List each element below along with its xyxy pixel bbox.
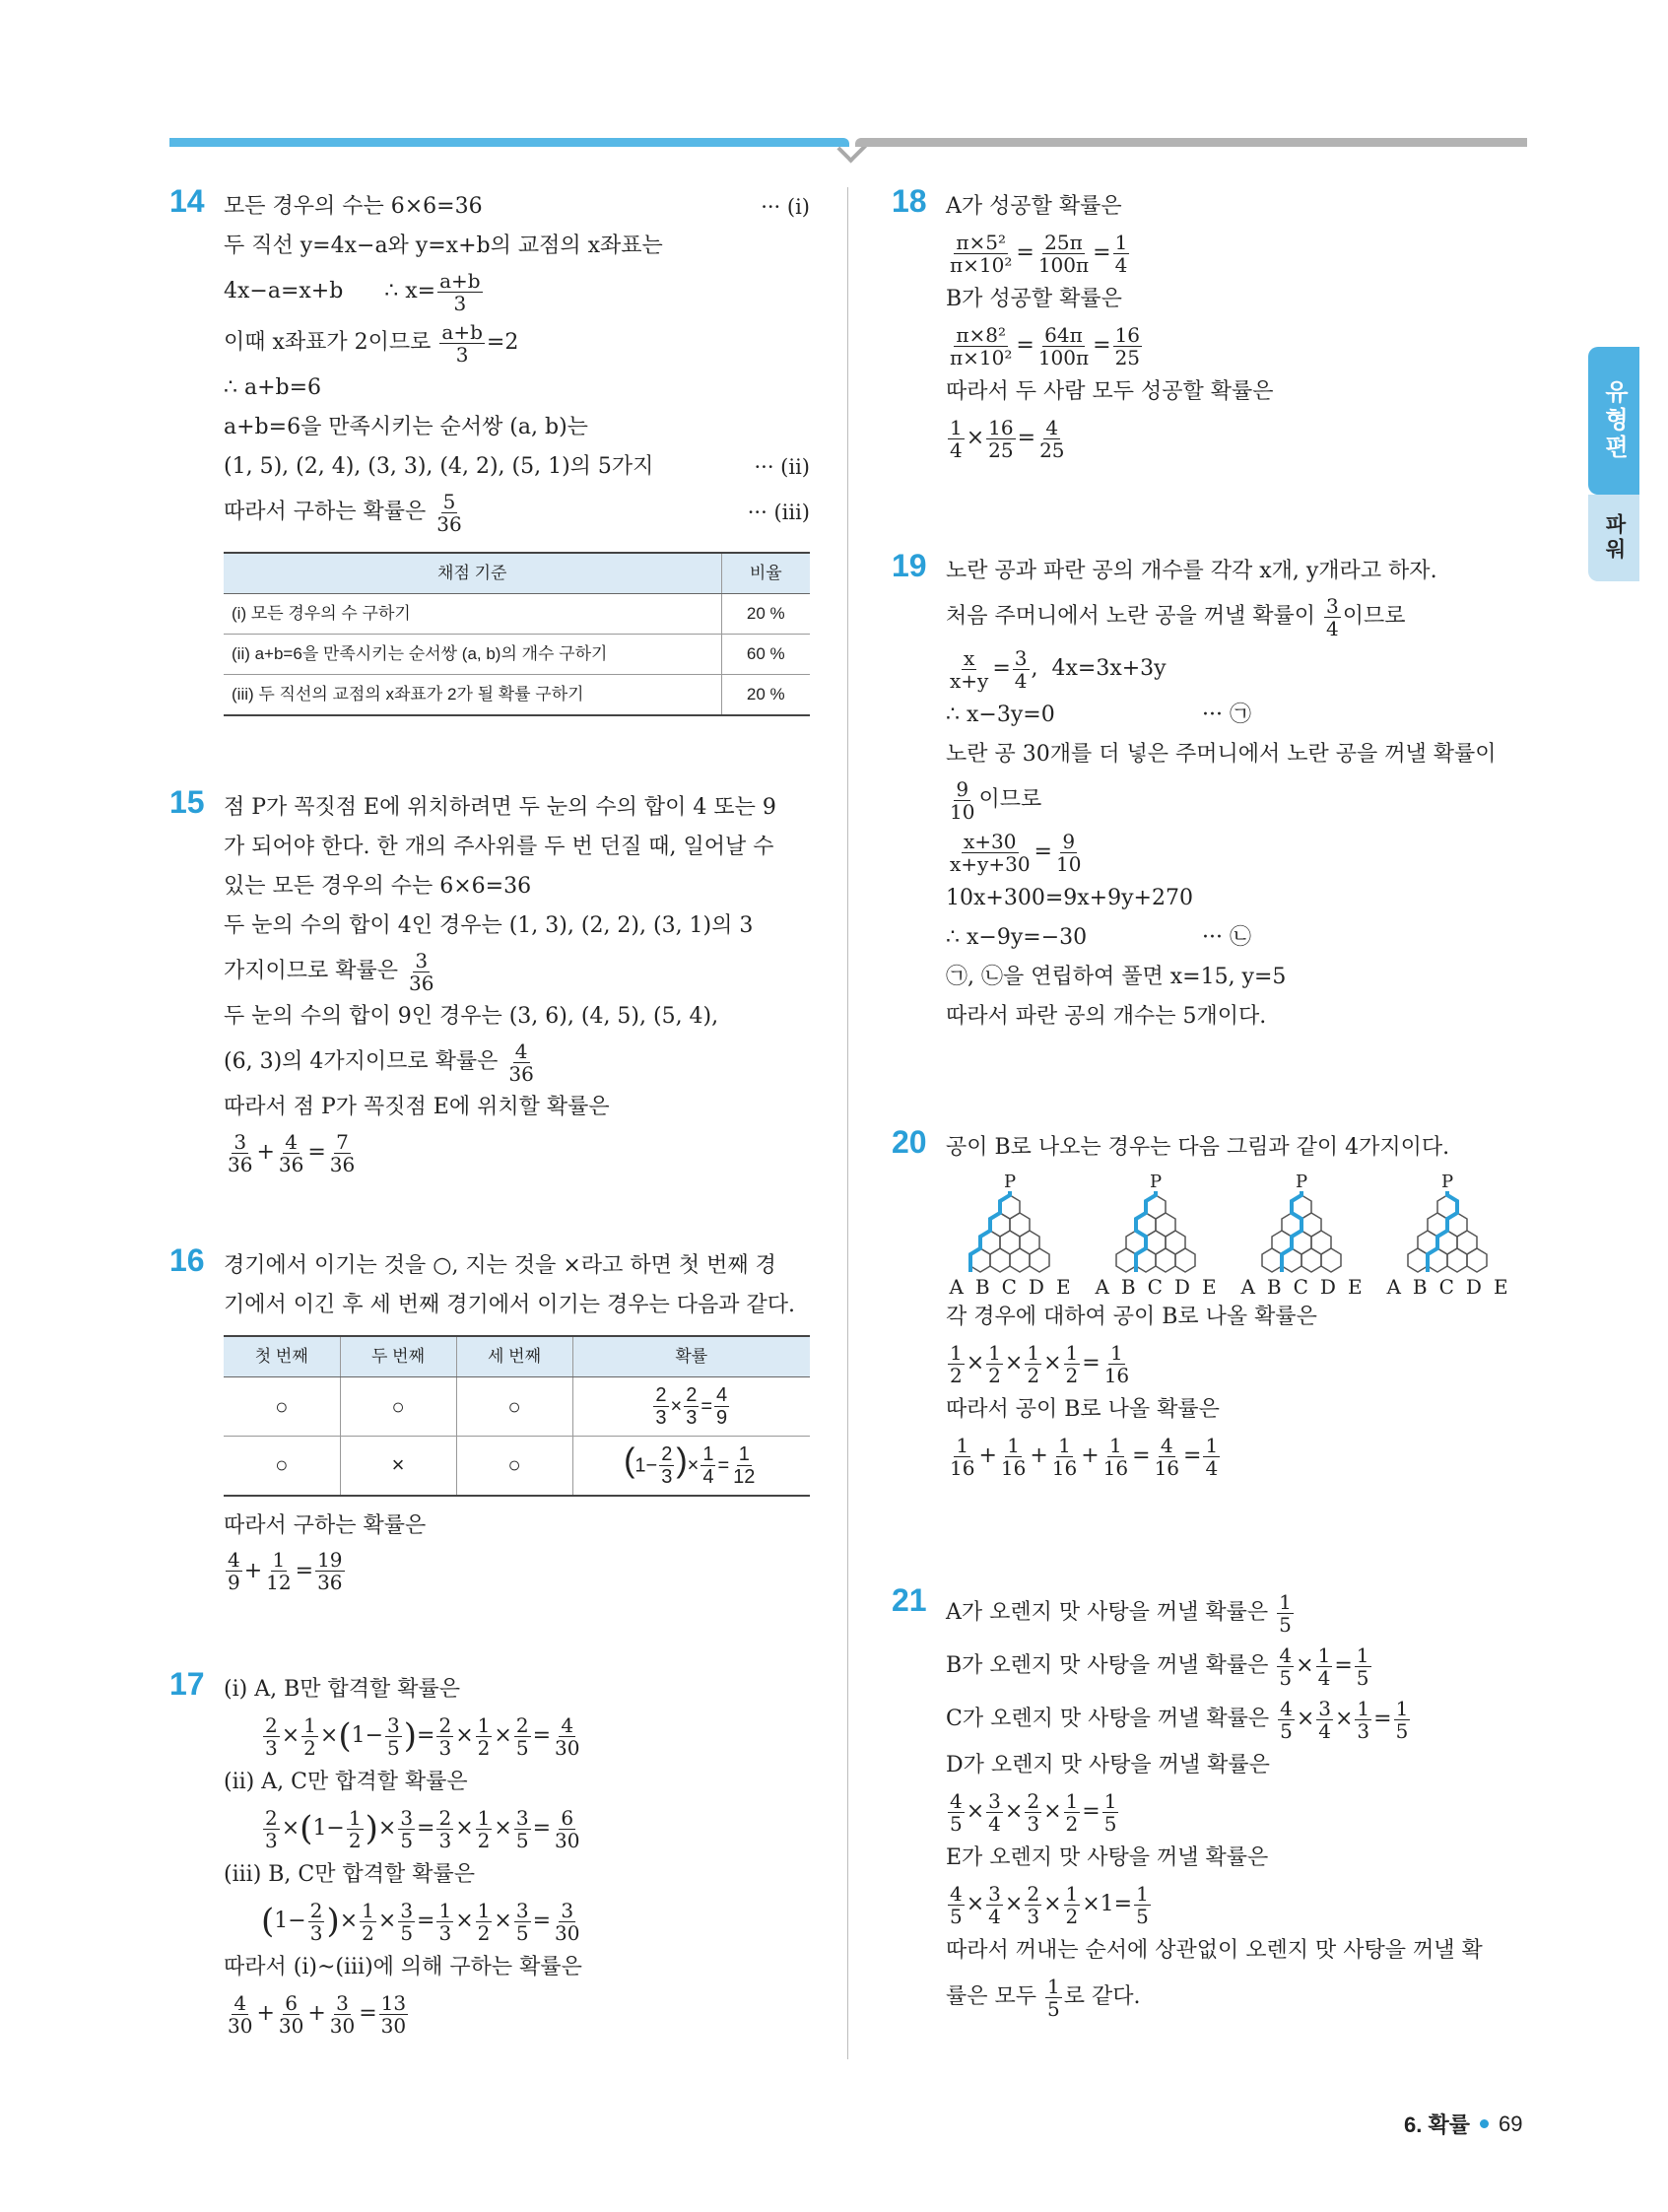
triangle-diagram-1: P A B C D E: [946, 1173, 1074, 1298]
problem-number: 21: [892, 1582, 927, 1618]
fraction: $\frac{4}{36}$: [508, 1039, 534, 1086]
problem-number: 16: [169, 1242, 205, 1278]
game-table: 첫 번째 두 번째 세 번째 확률 ○ ○ ○ $\frac{2}{3}$ × $\frac{2}{3}$ = $\frac{4}{9}$ ○ × ○ (1− $\frac{2}{3}$ )× $\frac{1}{4}$ = $\frac{1}{12}$: [224, 1335, 810, 1497]
scoring-table: 채점 기준 비율 (i) 모든 경우의 수 구하기 20 % (ii) a+b=6을 만족시키는 순서쌍 (a, b)의 개수 구하기 60 % (iii) 두 직선의 교점의 x좌표가 2가 될 확률 구하기 20 %: [224, 552, 810, 716]
problem-number: 17: [169, 1666, 205, 1702]
problem-14: 14 모든 경우의 수는 6×6=36 ··· (i) 두 직선 y=4x−a와 y=x+b의 교점의 x좌표는 4x−a=x+b ∴ x= $\frac{a+b}{3}$ 이때 x좌표가 2이므로 $\frac{a+b}{3}$ =2 ∴ a+b=6 a+b=6을 만족시키는 순서쌍 (a, b)는 (1, 5), (2, 4), (3, 3), (4, 2), (5, 1)의 5가지 ··· (ii) 따라서 구하는 확률은 $\frac{5}{36}$ ··· (iii) 채점 기준 비율 (i) 모든 경우의 수 구하기 20 % (ii) a+b=6을 만족시키는 순서쌍 (a, b)의 개수 구하기 60 % (iii) 두 직선의 교점의 x좌표가 2가 될 확률 구하기 20 %: [169, 187, 810, 716]
fraction: $\frac{3}{36}$: [228, 1129, 253, 1176]
table-row: (iii) 두 직선의 교점의 x좌표가 2가 될 확률 구하기 20 %: [224, 675, 810, 716]
top-bar-left: [169, 138, 849, 147]
fraction: $\frac{a+b}{3}$: [439, 268, 481, 315]
chapter-label: 6. 확률: [1404, 2112, 1470, 2137]
hexagon-triangle-icon: [1237, 1191, 1366, 1276]
problem-number: 18: [892, 183, 927, 219]
fraction: $\frac{4}{36}$: [278, 1129, 304, 1176]
triangle-diagram-3: P A B C D E: [1237, 1173, 1366, 1298]
problem-number: 15: [169, 784, 205, 820]
page-footer: [1404, 2109, 1522, 2139]
problem-18: 18 A가 성공할 확률은 $\frac{\text{π×5²}}{\text{π×10²}}$ = $\frac{25\pi}{100\pi}$ = $\frac{1}{4}$ B가 성공할 확률은 $\frac{\text{π×8²}}{\text{π×10²}}$ = $\frac{64\pi}{100\pi}$ = $\frac{16}{25}$ 따라서 두 사람 모두 성공할 확률은 $\frac{1}{4}$ × $\frac{16}{25}$ = $\frac{4}{25}$: [892, 183, 1274, 462]
triangle-diagrams: [946, 1173, 1537, 1298]
table-row: (ii) a+b=6을 만족시키는 순서쌍 (a, b)의 개수 구하기 60 %: [224, 635, 810, 675]
triangle-diagram-2: P A B C D E: [1092, 1173, 1220, 1298]
side-tab-power: 파워: [1588, 495, 1639, 581]
problem-19: 19 노란 공과 파란 공의 개수를 각각 x개, y개라고 하자. 처음 주머니에서 노란 공을 꺼낼 확률이 $\frac{3}{4}$ 이므로 $\frac{x}{x+y}$ = $\frac{3}{4}$ , 4x=3x+3y ∴ x−3y=0 ··· ㉠ 노란 공 30개를 더 넣은 주머니에서 노란 공을 꺼낼 확률이 $\frac{9}{10}$ 이므로 $\frac{x+30}{x+y+30}$ = $\frac{9}{10}$ 10x+300=9x+9y+270 ∴ x−9y=−30 ··· ㉡ ㉠, ㉡을 연립하여 풀면 x=15, y=5 따라서 파란 공의 개수는 5개이다.: [892, 548, 1497, 1029]
fraction: $\frac{a+b}{3}$: [441, 319, 483, 367]
fraction: $\frac{5}{36}$: [436, 489, 462, 536]
bullet-icon: [1480, 2119, 1489, 2128]
triangle-diagram-4: P A B C D E: [1383, 1173, 1511, 1298]
column-divider: [847, 187, 848, 2059]
problem-20: 20 공이 B로 나오는 경우는 다음 그림과 같이 4가지이다. P A B C D E P A B C D E P A B C D E P A B C D E 각 경우에 대하여 공이 B로 나올 확률은 $\frac{1}{2}$ × $\frac{1}{2}$ × $\frac{1}{2}$ × $\frac{1}{2}$ = $\frac{1}{16}$ 따라서 공이 B로 나올 확률은 $\frac{1}{16}$ + $\frac{1}{16}$ + $\frac{1}{16}$ + $\frac{1}{16}$ = $\frac{4}{16}$ = $\frac{1}{4}$: [892, 1128, 1532, 1483]
problem-number: 14: [169, 183, 205, 219]
problem-number: 20: [892, 1124, 927, 1160]
fraction: $\frac{7}{36}$: [329, 1129, 356, 1176]
table-row: ○ × ○ (1− $\frac{2}{3}$ )× $\frac{1}{4}$ = $\frac{1}{12}$: [224, 1437, 810, 1496]
problem-21: 21 A가 오렌지 맛 사탕을 꺼낼 확률은 $\frac{1}{5}$ B가 오렌지 맛 사탕을 꺼낼 확률은 $\frac{4}{5}$ × $\frac{1}{4}$ = $\frac{1}{5}$ C가 오렌지 맛 사탕을 꺼낼 확률은 $\frac{4}{5}$ × $\frac{3}{4}$ × $\frac{1}{3}$ = $\frac{1}{5}$ D가 오렌지 맛 사탕을 꺼낼 확률은 $\frac{4}{5}$ × $\frac{3}{4}$ × $\frac{2}{3}$ × $\frac{1}{2}$ = $\frac{1}{5}$ E가 오렌지 맛 사탕을 꺼낼 확률은 $\frac{4}{5}$ × $\frac{3}{4}$ × $\frac{2}{3}$ × $\frac{1}{2}$ ×1= $\frac{1}{5}$ 따라서 꺼내는 순서에 상관없이 오렌지 맛 사탕을 꺼낼 확 률은 모두 $\frac{1}{5}$ 로 같다.: [892, 1582, 1483, 2021]
table-row: (i) 모든 경우의 수 구하기 20 %: [224, 594, 810, 635]
problem-15: 15 점 P가 꼭짓점 E에 위치하려면 두 눈의 수의 합이 4 또는 9 가 되어야 한다. 한 개의 주사위를 두 번 던질 때, 일어날 수 있는 모든 경우의 수는 6×6=36 두 눈의 수의 합이 4인 경우는 (1, 3), (2, 2), (3, 1)의 3 가지이므로 확률은 $\frac{3}{36}$ 두 눈의 수의 합이 9인 경우는 (3, 6), (4, 5), (5, 4), (6, 3)의 4가지이므로 확률은 $\frac{4}{36}$ 따라서 점 P가 꼭짓점 E에 위치할 확률은 $\frac{3}{36}$ + $\frac{4}{36}$ = $\frac{7}{36}$: [169, 784, 776, 1176]
problem-number: 19: [892, 548, 927, 583]
hexagon-triangle-icon: [1092, 1191, 1220, 1276]
hexagon-triangle-icon: [1383, 1191, 1511, 1276]
side-tab-type: 유형편: [1588, 347, 1639, 495]
hexagon-triangle-icon: [946, 1191, 1074, 1276]
problem-16: 16 경기에서 이기는 것을 ○, 지는 것을 ×라고 하면 첫 번째 경 기에서 이긴 후 세 번째 경기에서 이기는 경우는 다음과 같다. 첫 번째 두 번째 세 번째 확률 ○ ○ ○ $\frac{2}{3}$ × $\frac{2}{3}$ = $\frac{4}{9}$ ○ × ○ (1− $\frac{2}{3}$ )× $\frac{1}{4}$ = $\frac{1}{12}$ 따라서 구하는 확률은 $\frac{4}{9}$ + $\frac{1}{12}$ = $\frac{19}{36}$: [169, 1246, 810, 1597]
top-bar-right: [855, 138, 1527, 147]
table-row: ○ ○ ○ $\frac{2}{3}$ × $\frac{2}{3}$ = $\frac{4}{9}$: [224, 1377, 810, 1437]
page-number: 69: [1498, 2111, 1523, 2136]
problem-17: 17 (i) A, B만 합격할 확률은 $\frac{2}{3}$ × $\frac{1}{2}$ × ( 1− $\frac{3}{5}$ ) = $\frac{2}{3}$ × $\frac{1}{2}$ × $\frac{2}{5}$ = $\frac{4}{30}$ (ii) A, C만 합격할 확률은 $\frac{2}{3}$ × ( 1− $\frac{1}{2}$ ) × $\frac{3}{5}$ = $\frac{2}{3}$ × $\frac{1}{2}$ × $\frac{3}{5}$ = $\frac{6}{30}$ (iii) B, C만 합격할 확률은 ( 1− $\frac{2}{3}$ ) × $\frac{1}{2}$ × $\frac{3}{5}$ = $\frac{1}{3}$ × $\frac{1}{2}$ × $\frac{3}{5}$ = $\frac{3}{30}$ 따라서 (i)~(iii)에 의해 구하는 확률은 $\frac{4}{30}$ + $\frac{6}{30}$ + $\frac{3}{30}$ = $\frac{13}{30}$: [169, 1666, 582, 2038]
fraction: $\frac{3}{36}$: [409, 948, 434, 995]
